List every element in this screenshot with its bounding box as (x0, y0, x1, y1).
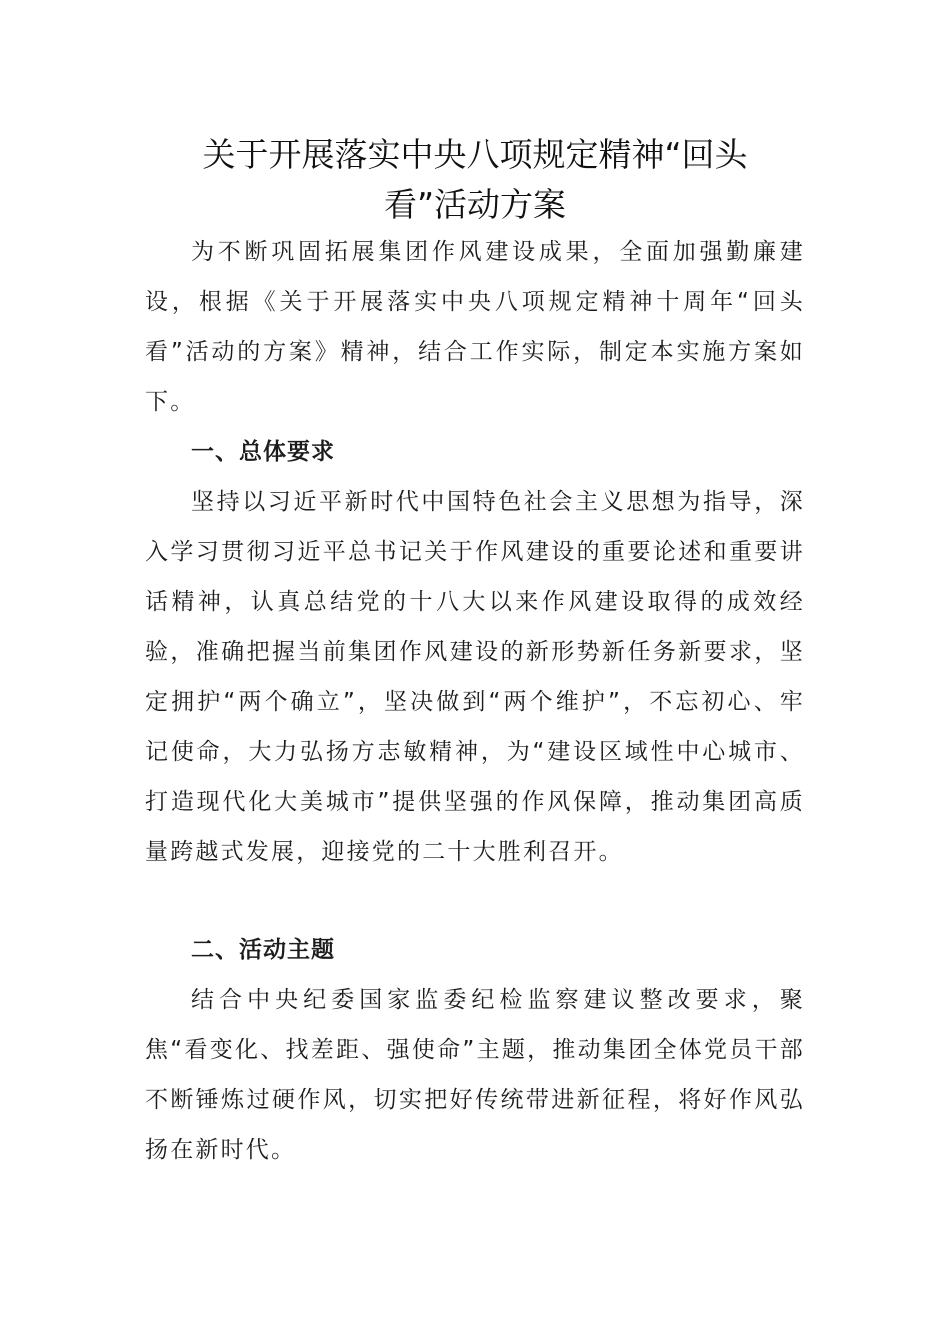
title-line-1: 关于开展落实中央八项规定精神“回头 (202, 135, 748, 174)
section-paragraph: 结合中央纪委国家监委纪检监察建议整改要求，聚焦“看变化、找差距、强使命”主题，推动集团全体党员干部不断锤炼过硬作风，切实把好传统带进新征程，将好作风弘扬在新时代。 (145, 987, 805, 1163)
section-2-heading-block (145, 925, 805, 975)
title-line-2: 看”活动方案 (383, 185, 567, 224)
intro-block (145, 227, 805, 427)
section-1-heading-block (145, 427, 805, 477)
intro-paragraph: 为不断巩固拓展集团作风建设成果，全面加强勤廉建设，根据《关于开展落实中央八项规定精神十周年“回头看”活动的方案》精神，结合工作实际，制定本实施方案如下。 (145, 239, 805, 415)
section-heading: 二、活动主题 (191, 937, 335, 963)
document-title (145, 130, 805, 230)
section-heading: 一、总体要求 (191, 439, 335, 465)
section-paragraph: 坚持以习近平新时代中国特色社会主义思想为指导，深入学习贯彻习近平总书记关于作风建设的重要论述和重要讲话精神，认真总结党的十八大以来作风建设取得的成效经验，准确把握当前集团作风建设的新形势新任务新要求，坚定拥护“两个确立”，坚决做到“两个维护”，不忘初心、牢记使命，大力弘扬方志敏精神，为“建设区域性中心城市、打造现代化大美城市”提供坚强的作风保障，推动集团高质量跨越式发展，迎接党的二十大胜利召开。 (145, 489, 805, 865)
section-1-body-block (145, 477, 805, 877)
section-2-body-block (145, 975, 805, 1175)
